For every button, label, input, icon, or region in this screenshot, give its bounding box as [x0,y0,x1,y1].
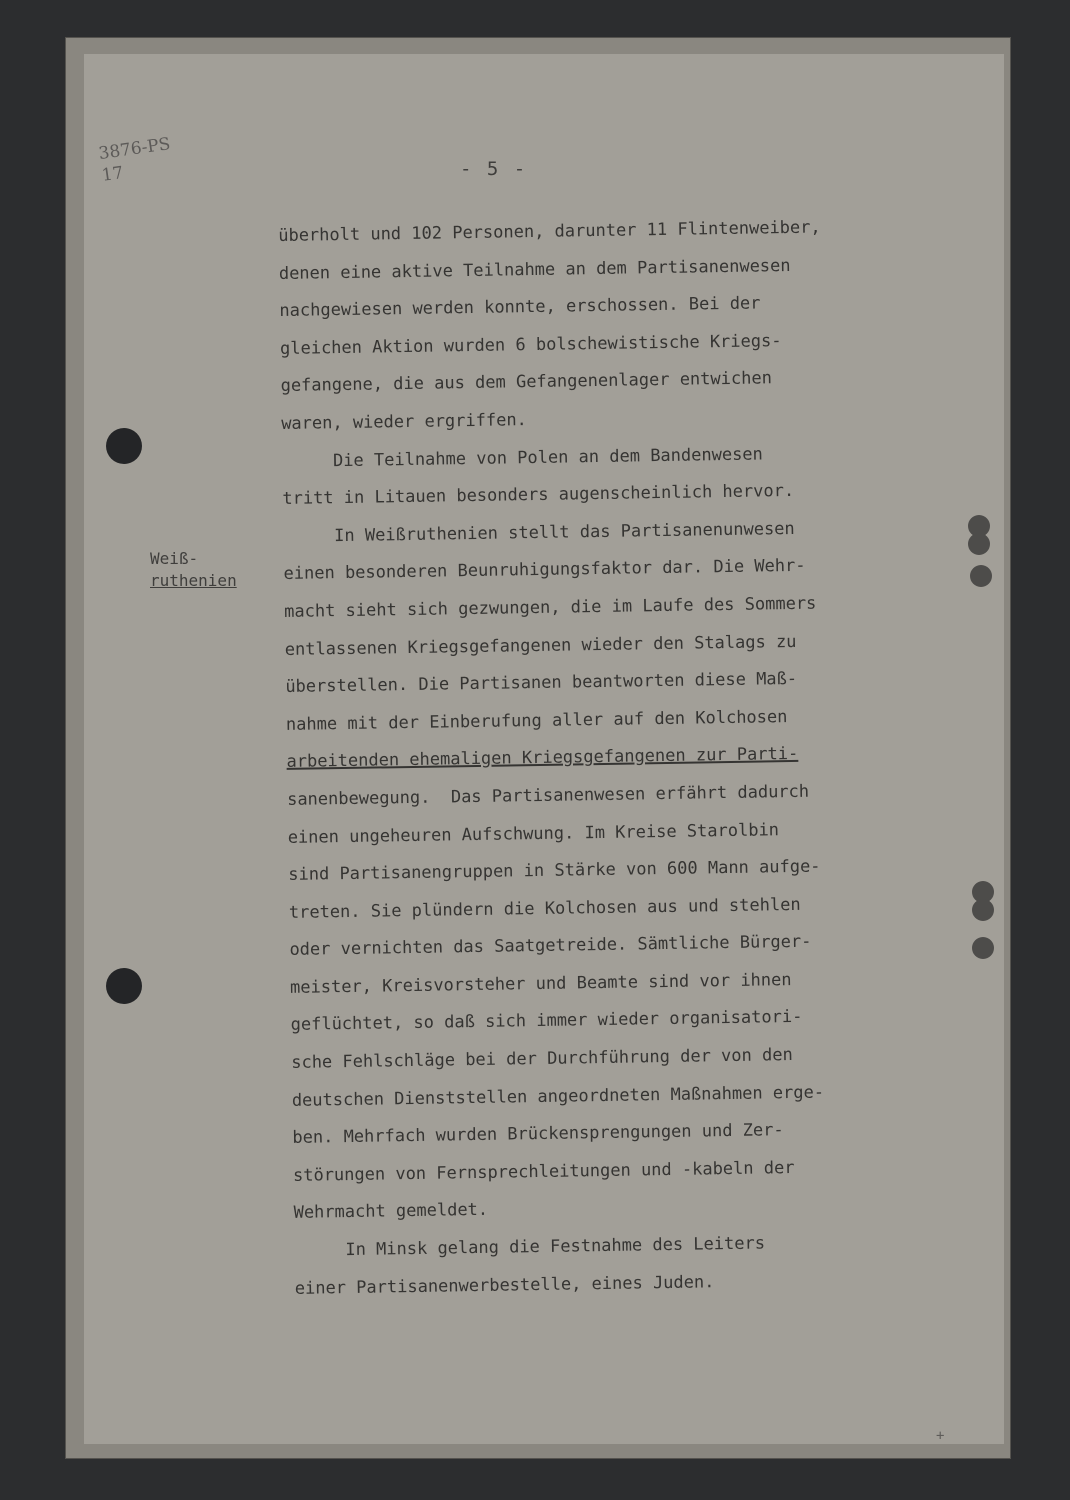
text-line: gleichen Aktion wurden 6 bolschewistische Kriegs- [279,330,782,359]
staple-mark-dot [968,533,990,555]
text-line: sanenbewegung. Das Partisanenwesen erfährt dadurch [286,781,810,810]
text-line: einen besonderen Beunruhigungsfaktor dar. Die Wehr- [283,556,806,585]
text-line: ben. Mehrfach wurden Brückensprengungen und Zer- [292,1120,784,1149]
text-line: In Minsk gelang die Festnahme des Leiters [294,1233,766,1261]
text-line: sche Fehlschläge bei der Durchführung der von den [291,1045,793,1073]
text-line: oder vernichten das Saatgetreide. Sämtliche Bürger- [289,931,812,961]
staple-mark-dot [972,937,994,959]
typed-body-text [278,207,975,1308]
text-line: entlassenen Kriegsgefangenen wieder den Stalags zu [284,631,797,660]
page-number: - 5 - [460,158,528,180]
staple-mark-dot [972,899,994,921]
text-line: störungen von Fernsprechleitungen und -kabeln der [292,1157,795,1186]
text-line: meister, Kreisvorsteher und Beamte sind vor ihnen [289,969,792,998]
text-line: sind Partisanengruppen in Stärke von 600 Mann aufge- [288,856,821,886]
text-line: nahme mit der Einberufung aller auf den Kolchosen [285,706,788,735]
text-line: waren, wieder ergriffen. [281,410,528,434]
text-line: deutschen Dienststellen angeordneten Maßnahmen erge- [291,1082,825,1111]
punch-hole-bottom [106,968,142,1004]
text-line: nachgewiesen werden konnte, erschossen. Bei der [279,293,761,322]
text-line: überstellen. Die Partisanen beantworten diese Maß- [285,669,798,698]
punch-hole-top [106,428,142,464]
text-line: überholt und 102 Personen, darunter 11 Flintenweiber, [278,217,821,246]
margin-heading-line-2: ruthenien [150,571,237,590]
text-line: tritt in Litauen besonders augenscheinlich hervor. [282,481,795,510]
edge-tick-mark: + [936,1428,945,1444]
text-line: In Weißruthenien stellt das Partisanenunwesen [282,518,795,547]
text-line: treten. Sie plündern die Kolchosen aus und stehlen [288,894,801,923]
text-line: einen ungeheuren Aufschwung. Im Kreise Starolbin [287,819,780,848]
text-line: macht sieht sich gezwungen, die im Laufe des Sommers [284,593,817,622]
text-line: einer Partisanenwerbestelle, eines Juden. [294,1271,715,1299]
staple-mark-dot [970,565,992,587]
handwritten-archive-note: 3876-PS 17 [97,134,172,186]
text-line: denen eine aktive Teilnahme an dem Partisanenwesen [278,255,791,284]
margin-heading [150,548,237,592]
text-line: gefangene, die aus dem Gefangenenlager entwichen [280,368,773,397]
text-line-underlined: arbeitenden ehemaligen Kriegsgefangenen zur Parti- [286,744,799,773]
text-line: Wehrmacht gemeldet. [293,1200,489,1224]
text-line: Die Teilnahme von Polen an dem Bandenwesen [281,443,763,472]
margin-heading-line-1: Weiß- [150,549,199,568]
text-line: geflüchtet, so daß sich immer wieder organisatori- [290,1007,803,1036]
